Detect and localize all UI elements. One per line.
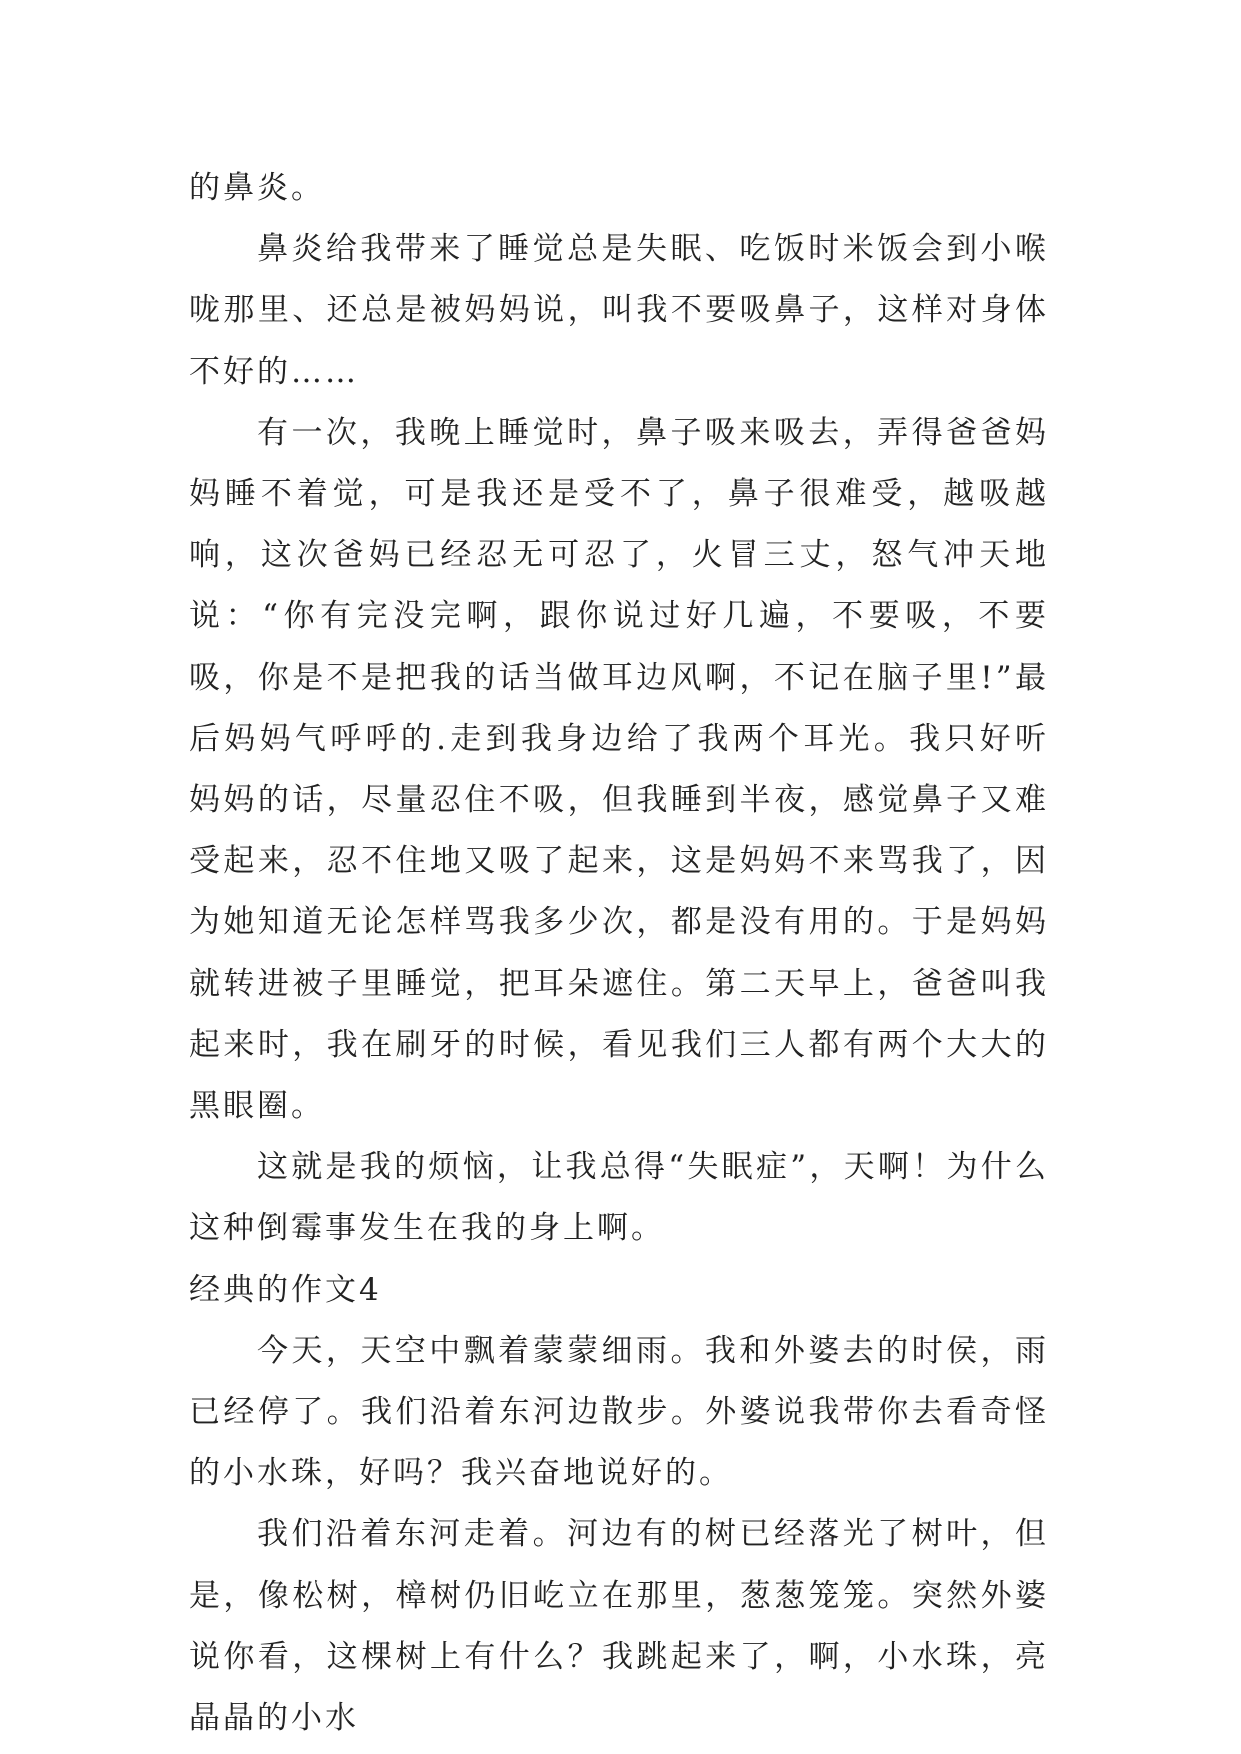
paragraph: 这就是我的烦恼，让我总得“失眠症”，天啊！为什么这种倒霉事发生在我的身上啊。 <box>189 1149 1049 1247</box>
paragraph: 鼻炎给我带来了睡觉总是失眠、吃饭时米饭会到小喉咙那里、还总是被妈妈说，叫我不要吸鼻子，这样对身体不好的…… <box>189 231 1049 390</box>
paragraph: 有一次，我晚上睡觉时，鼻子吸来吸去，弄得爸爸妈妈睡不着觉，可是我还是受不了，鼻子很难受，越吸越响，这次爸妈已经忍无可忍了，火冒三丈，怒气冲天地说：“你有完没完啊，跟你说过好几遍，不要吸，不要吸，你是不是把我的话当做耳边风啊，不记在脑子里!”最后妈妈气呼呼的.走到我身边给了我两个耳光。我只好听妈妈的话，尽量忍住不吸，但我睡到半夜，感觉鼻子又难受起来，忍不住地又吸了起来，这是妈妈不来骂我了，因为她知道无论怎样骂我多少次，都是没有用的。于是妈妈就转进被子里睡觉，把耳朵遮住。第二天早上，爸爸叫我起来时，我在刷牙的时候，看见我们三人都有两个大大的黑眼圈。 <box>189 414 1049 1125</box>
paragraph: 今天，天空中飘着蒙蒙细雨。我和外婆去的时侯，雨已经停了。我们沿着东河边散步。外婆说我带你去看奇怪的小水珠，好吗？我兴奋地说好的。 <box>189 1332 1049 1492</box>
section-heading: 经典的作文4 <box>189 1271 382 1308</box>
document-body <box>189 158 1049 1749</box>
paragraph: 我们沿着东河走着。河边有的树已经落光了树叶，但是，像松树，樟树仍旧屹立在那里，葱葱笼笼。突然外婆说你看，这棵树上有什么？我跳起来了，啊，小水珠，亮晶晶的小水 <box>189 1516 1049 1737</box>
paragraph-continuation: 的鼻炎。 <box>189 170 325 206</box>
